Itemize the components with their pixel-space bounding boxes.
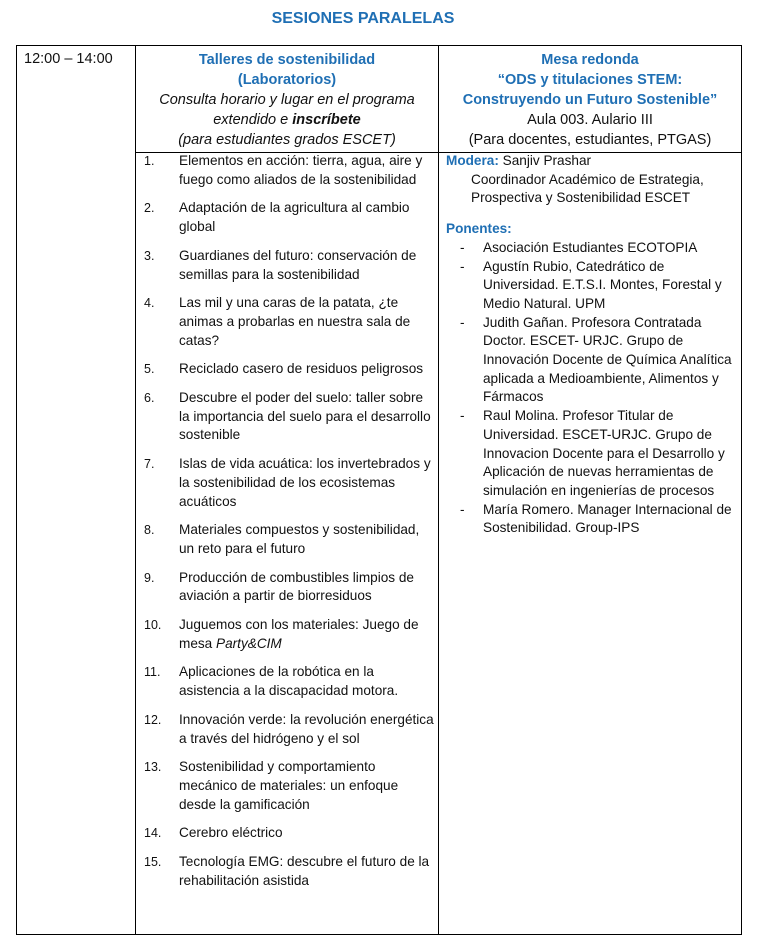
dash-bullet-icon: - xyxy=(460,239,465,255)
workshop-title: Sostenibilidad y comportamiento mecánico de materiales: un enfoque desde la gamificación xyxy=(179,759,399,812)
mesa-details xyxy=(446,152,738,538)
column-divider-sessions xyxy=(438,45,439,935)
speaker-item xyxy=(446,407,738,501)
talleres-header xyxy=(136,50,438,150)
page-title: SESIONES PARALELAS xyxy=(271,10,455,27)
workshop-item xyxy=(144,455,434,511)
moderator xyxy=(446,152,738,171)
workshop-item xyxy=(144,294,434,350)
mesa-topic-line-1: “ODS y titulaciones STEM: xyxy=(497,72,683,88)
workshop-number: 4. xyxy=(144,296,155,311)
workshop-title: Materiales compuestos y sostenibilidad, un reto para el futuro xyxy=(179,522,420,556)
mesa-topic-line-2: Construyendo un Futuro Sostenible” xyxy=(462,92,718,108)
workshop-title: Tecnología EMG: descubre el futuro de la rehabilitación asistida xyxy=(179,854,430,888)
workshop-number: 8. xyxy=(144,523,155,538)
workshop-item xyxy=(144,824,434,843)
workshop-title: Guardianes del futuro: conservación de semillas para la sostenibilidad xyxy=(179,247,417,282)
talleres-desc-1: Consulta horario y lugar en el programa xyxy=(159,92,415,108)
workshop-item xyxy=(144,360,434,379)
speaker-text: Judith Gañan. Profesora Contratada Doctor. ESCET- URJC. Grupo de Innovación Docente de Química Analítica aplicada a Medioambiente, Alimentos y Fármacos xyxy=(483,314,732,405)
speaker-item xyxy=(446,314,738,408)
workshop-number: 12. xyxy=(144,712,162,727)
speaker-item xyxy=(446,239,738,258)
speakers-list xyxy=(446,239,738,538)
workshop-item xyxy=(144,199,434,236)
workshop-item xyxy=(144,758,434,814)
workshop-title: Elementos en acción: tierra, agua, aire y fuego como aliados de la sostenibilidad xyxy=(179,153,423,187)
workshop-title: Cerebro eléctrico xyxy=(179,825,283,841)
workshop-item xyxy=(144,521,434,558)
workshop-list xyxy=(144,152,434,901)
moderator-name: Sanjiv Prashar xyxy=(498,153,592,168)
workshop-number: 14. xyxy=(144,826,162,841)
workshop-item xyxy=(144,853,434,890)
workshop-title: Juguemos con los materiales: Juego de mesa xyxy=(179,617,419,651)
workshop-item xyxy=(144,663,434,700)
workshop-number: 7. xyxy=(144,457,155,472)
workshop-title: Descubre el poder del suelo: taller sobre la importancia del suelo para el desarrollo sostenible xyxy=(179,390,431,443)
mesa-title: Mesa redonda xyxy=(541,52,639,68)
workshop-title: Producción de combustibles limpios de aviación a partir de biorresiduos xyxy=(179,569,414,604)
inscribete-emphasis: inscríbete xyxy=(292,112,361,128)
workshop-number: 3. xyxy=(144,248,155,263)
workshop-title-italic: Party&CIM xyxy=(216,635,282,651)
speaker-item xyxy=(446,258,738,314)
workshop-title: Las mil y una caras de la patata, ¿te animas a probarlas en nuestra sala de catas? xyxy=(179,295,411,348)
talleres-desc-2: extendido e inscríbete xyxy=(213,112,361,128)
column-divider-time xyxy=(135,45,136,935)
workshop-number: 2. xyxy=(144,201,155,216)
dash-bullet-icon: - xyxy=(460,314,465,330)
workshop-title: Islas de vida acuática: los invertebrados y la sostenibilidad de los ecosistemas acuáticos xyxy=(179,456,431,509)
talleres-audience: (para estudiantes grados ESCET) xyxy=(178,132,396,148)
speaker-item xyxy=(446,501,738,538)
mesa-room: Aula 003. Aulario III xyxy=(527,112,653,128)
workshop-number: 10. xyxy=(144,618,162,633)
workshop-number: 13. xyxy=(144,760,162,775)
dash-bullet-icon: - xyxy=(460,408,465,424)
speaker-text: Asociación Estudiantes ECOTOPIA xyxy=(483,239,698,255)
speaker-text: Raul Molina. Profesor Titular de Universidad. ESCET-URJC. Grupo de Innovacion Docente para el Desarrollo y Aplicación de nuevas herramientas de simulación en ingenierías de procesos xyxy=(483,408,725,498)
workshop-item xyxy=(144,711,434,748)
workshop-number: 9. xyxy=(144,570,155,585)
workshop-number: 6. xyxy=(144,391,155,406)
mesa-audience: (Para docentes, estudiantes, PTGAS) xyxy=(468,132,712,148)
workshop-title: Adaptación de la agricultura al cambio global xyxy=(179,200,410,235)
talleres-title: Talleres de sostenibilidad xyxy=(198,52,376,68)
workshop-item xyxy=(144,569,434,606)
workshop-number: 1. xyxy=(144,154,155,168)
workshop-title: Aplicaciones de la robótica en la asistencia a la discapacidad motora. xyxy=(179,664,399,699)
moderator-label: Modera: xyxy=(446,153,499,168)
speaker-text: María Romero. Manager Internacional de Sostenibilidad. Group-IPS xyxy=(483,501,732,536)
workshop-item xyxy=(144,389,434,445)
workshop-item xyxy=(144,616,434,653)
talleres-subtitle: (Laboratorios) xyxy=(237,72,337,88)
speaker-text: Agustín Rubio, Catedrático de Universidad. E.T.S.I. Montes, Forestal y Medio Natural. UPM xyxy=(483,258,722,311)
dash-bullet-icon: - xyxy=(460,501,465,517)
workshop-title: Innovación verde: la revolución energética a través del hidrógeno y el sol xyxy=(179,711,434,746)
workshop-item xyxy=(144,152,434,189)
workshop-title: Reciclado casero de residuos peligrosos xyxy=(179,361,424,377)
workshop-number: 11. xyxy=(144,665,161,680)
moderator-role: Coordinador Académico de Estrategia, Prospectiva y Sostenibilidad ESCET xyxy=(471,171,704,206)
mesa-header xyxy=(439,50,741,150)
workshop-number: 5. xyxy=(144,362,155,377)
workshop-number: 15. xyxy=(144,855,162,870)
speakers-label: Ponentes: xyxy=(446,221,512,237)
dash-bullet-icon: - xyxy=(460,258,465,274)
time-slot: 12:00 – 14:00 xyxy=(24,51,113,67)
workshop-item xyxy=(144,247,434,284)
